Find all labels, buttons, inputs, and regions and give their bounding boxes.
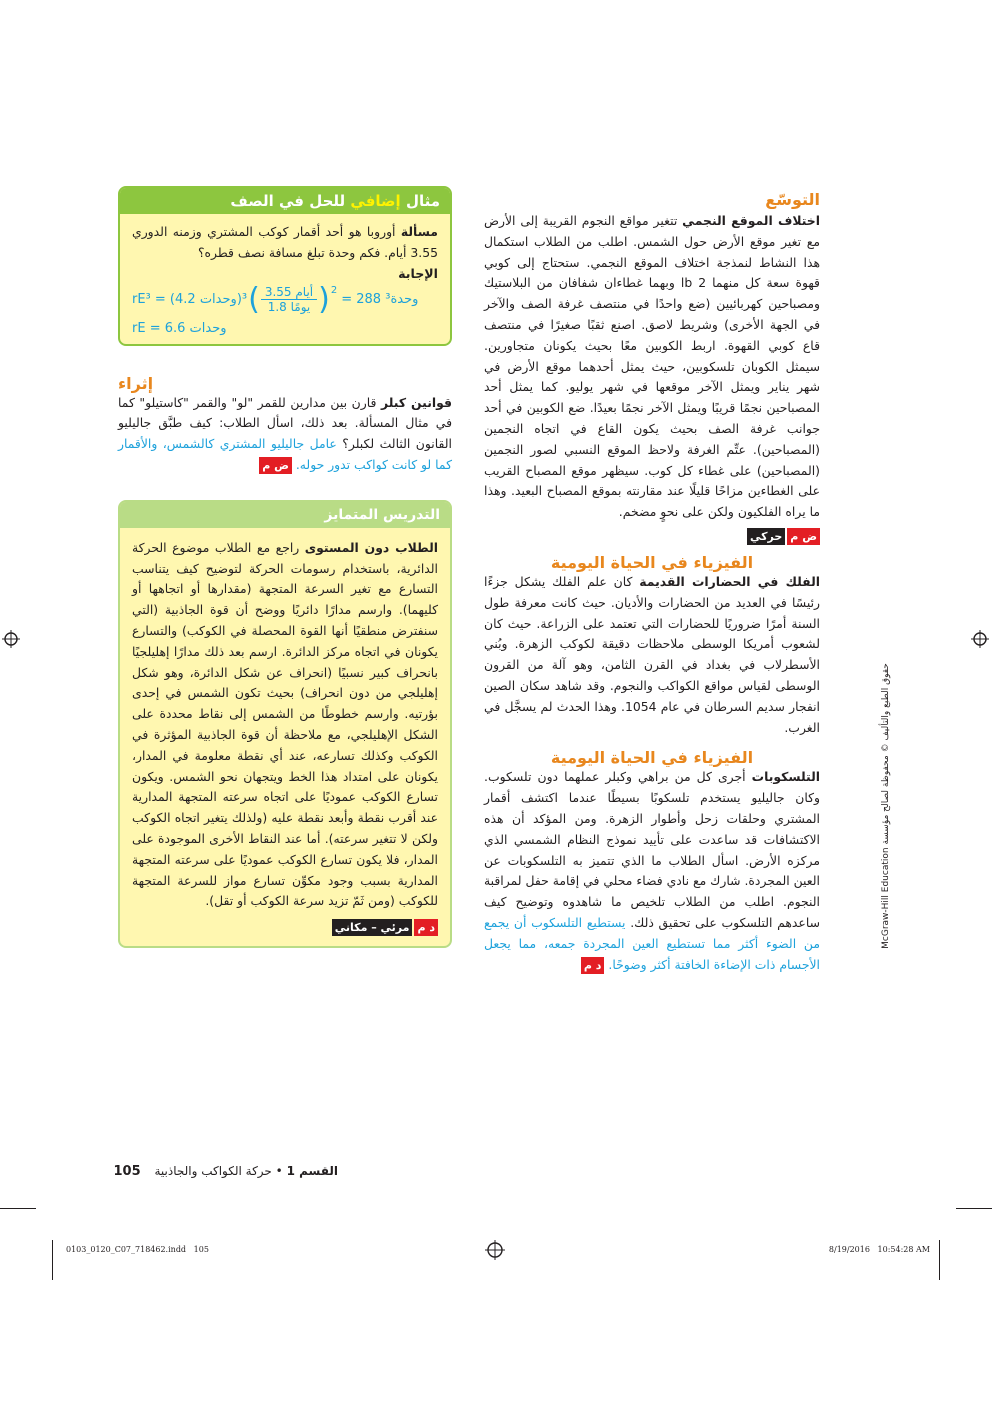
differentiated-body	[120, 528, 450, 946]
equation-exponent: 2	[330, 284, 338, 296]
example-equation-1	[132, 281, 438, 317]
enrichment-paragraph	[118, 393, 452, 476]
enrichment-heading: إثراء	[118, 373, 154, 393]
daily-physics-1	[484, 553, 820, 738]
daily-physics-paragraph	[484, 572, 820, 738]
tag-badge: د م	[414, 919, 438, 936]
daily-physics-answer: يستطيع التلسكوب أن يجمع من الضوء أكثر مما تستطيع العين المجردة جمعه، مما يجعل الأجسام ذات الإضاءة الخافتة أكثر وضوحًا.	[484, 914, 820, 972]
tag-badge: ض م	[787, 528, 820, 545]
page-footer	[113, 1164, 338, 1179]
slug-date: 8/19/2016 10:54:28 AM	[828, 1245, 930, 1254]
paren-open: (	[248, 281, 260, 317]
example-body	[120, 214, 450, 344]
tag-badge: حركي	[747, 528, 785, 545]
crop-mark	[52, 1240, 53, 1280]
extension-paragraph	[484, 211, 820, 523]
example-box	[118, 186, 452, 346]
fraction-numerator: 3.55 أيام	[261, 285, 317, 300]
paren-close: )	[318, 281, 330, 317]
daily-physics-lead: التلسكوبات	[751, 769, 820, 785]
main-column	[484, 190, 820, 975]
daily-physics-heading: الفيزياء في الحياة اليومية	[550, 552, 754, 572]
page-number: 105	[113, 1164, 141, 1179]
registration-mark-icon	[485, 1240, 505, 1260]
equation-fraction	[261, 285, 317, 314]
extension-heading: التوسّع	[765, 190, 820, 209]
footer-bullet: •	[275, 1164, 283, 1178]
daily-physics-body: كان علم الفلك يشكل جزءًا رئيسًا في العديد من الحضارات والأديان. حيث كانت معرفة طول السنة أمرًا ضروريًا للحضارات التي تعتمد على الزراعة. حيث كان لشعوب أمريكا الوسطى ملاحظات دقيقة لكوكب الزهرة. وبُني الأسطرلاب في بغداد في القرن الثامن، وهو آلة من القرون الوسطى لقياس مواقع الكواكب والنجوم. وقد شاهد سكان الصين انفجار سديم السرطان في عام 1054. وهذا الحدث لم يسجَّل في الغرب.	[484, 573, 820, 735]
daily-physics-2	[484, 748, 820, 975]
registration-mark-icon	[971, 630, 989, 648]
example-problem-lead: مسألة	[400, 224, 438, 239]
crop-mark	[0, 1208, 36, 1209]
sidebar-column	[118, 186, 452, 948]
differentiated-tags	[132, 916, 438, 936]
footer-section-title: حركة الكواكب والجاذبية	[154, 1164, 272, 1178]
equation-lhs: rE³ = (4.2 وحدات)³	[132, 292, 248, 308]
daily-physics-paragraph	[484, 767, 820, 975]
registration-mark-icon	[2, 630, 20, 648]
tag-badge: د م	[581, 957, 605, 974]
differentiated-header: التدريس المتمايز	[120, 502, 450, 528]
slug-file: 0103_0120_C07_718462.indd 105	[66, 1245, 209, 1254]
differentiated-box	[118, 500, 452, 948]
tag-badge: ض م	[259, 457, 292, 474]
footer-section-label: القسم 1	[286, 1164, 338, 1178]
equation-rhs: = 288 وحدة³	[341, 292, 419, 308]
example-problem-text: أوروبا هو أحد أقمار كوكب المشتري وزمنه الدوري 3.55 أيام. فكم وحدة تبلغ مسافة نصف قطره؟	[132, 224, 438, 260]
enrichment-section	[118, 374, 452, 476]
extension-section	[484, 190, 820, 545]
enrichment-answer: عامل جاليليو المشتري كالشمس، والأقمار كما لو كانت كواكب تدور حوله.	[118, 436, 452, 472]
daily-physics-lead: الفلك في الحضارات القديمة	[639, 573, 820, 589]
tag-badge: مرئي – مكاني	[332, 919, 413, 936]
crop-mark	[939, 1240, 940, 1280]
crop-mark	[956, 1208, 992, 1209]
copyright-note: حقوق الطبع والتأليف © محفوظة لصالح مؤسسة McGraw-Hill Education	[881, 663, 891, 949]
daily-physics-heading: الفيزياء في الحياة اليومية	[550, 748, 754, 768]
example-equation-2: rE = 6.6 وحدات	[132, 320, 227, 336]
extension-lead: اختلاف الموقع النجمي	[682, 213, 820, 228]
extension-tags	[484, 525, 820, 545]
example-answer-label: الإجابة	[398, 265, 438, 281]
example-header-highlight: إضافي	[350, 192, 401, 210]
differentiated-paragraph	[132, 538, 438, 912]
daily-physics-body: أجرى كل من براهي وكبلر عملهما دون تلسكوب. وكان جاليليو يستخدم تلسكوبًا بسيطًا عندما اكتشف أقمار المشتري وحلقات زحل وأطوار الزهرة. ومن المؤكد أن هذه الاكتشافات قد ساعدت على تأييد نموذج النظام الشمسي الذي مركزه الأرض. اسأل الطلاب ما الذي تتميز به التلسكوبات عن العين المجردة. شارك مع نادي فضاء محلي في إقامة حفل لمراقبة النجوم. اطلب من الطلاب تلخيص ما شاهدوه وتوضيح كيف ساعدهم التلسكوب على تحقيق ذلك.	[484, 769, 820, 930]
differentiated-lead: الطلاب دون المستوى	[304, 539, 438, 555]
example-header-post: للحل في الصف	[230, 192, 346, 210]
extension-body: تتغير مواقع النجوم القريبة إلى الأرض مع تغير موقع الأرض حول الشمس. اطلب من الطلاب استكمال هذا النشاط لنمذجة اختلاف الموقع النجمي. ستحتاج إلى كوبي قهوة سعة كل منهما 2 lb وبهما غطاءان شفافان من البلاستيك ومصباحين كهربائيين (ضع واحدًا في منتصف غرفة الصف والآخر في الجهة الأخرى) وشريط لاصق. اصنع ثقبًا صغيرًا في منتصف قاع كوبي القهوة. اربط الكوبين معًا بحيث يكونان متجاورين. سيمثل الكوبان تلسكوبين، حيث يمثل أحدهما موقع الأرض في شهر يناير ويمثل الآخر موقعها في شهر يوليو. كما يمثل أحد المصباحين نجمًا قريبًا ويمثل الآخر نجمًا بعيدًا. ضع الكوبين في أحد جوانب غرفة الصف بحيث يكون القاع في اتجاه النجمين (المصباحين). عتِّم الغرفة ولاحظ الموقع النسبي لصور النجمين (المصباحين) على غطاء كل كوب. سيظهر موقع المصباح القريب على الغطاءين مزاحًا قليلًا عند مقارنته بموقع المصباح البعيد. وهذا ما يراه الفلكيون ولكن على نحوٍ مضخم.	[484, 213, 820, 520]
example-header-pre: مثال	[405, 192, 440, 210]
differentiated-text: راجع مع الطلاب موضوع الحركة الدائرية، باستخدام رسومات الحركة لتوضيح كيف يتناسب التسارع مع تغير السرعة المتجهة (مقدارها أو اتجاهها أو كليهما). وارسم مدارًا دائريًا ووضح أن قوة الجاذبية (التي سنفترض منطقيًا أنها القوة المحصلة في الكوكب) والتسارع يكونان في اتجاه مركز الدائرة. ارسم بعد ذلك مدارًا إهليلجيًا بانحراف كبير نسبيًا (انحراف عن شكل الدائرة، وهو شكل إهليلجي من دون انحراف) بحيث تكون الشمس في إحدى بؤرتيه. وارسم خطوطًا من الشمس إلى نقاط محددة على الشكل الإهليلجي، مع ملاحظة أن قوة الجاذبية المؤثرة في الكوكب وكذلك تسارعه، عند أي نقطة معلومة في المدار، يكونان على امتداد هذا الخط ويتجهان نحو الشمس. ويكون تسارع الكوكب عموديًا على اتجاه سرعته المتجهة المدارية عند أقرب نقطة وأبعد نقطة عليه (ولذلك يتغير اتجاه الكوكب ولكن لا تتغير سرعته). أما عند النقاط الأخرى الموجودة على المدار، فلا يكون تسارع الكوكب عموديًا على سرعته المتجهة المدارية بسبب وجود مكوِّن تسارع مواز للسرعة المتجهة للكوكب (ومن ثَمّ تزيد سرعة الكوكب أو تقل).	[132, 539, 438, 909]
fraction-denominator: 1.8 يومًا	[267, 300, 311, 315]
example-problem	[132, 222, 438, 264]
enrichment-body: قارن بين مدارين للقمر "لو" والقمر "كاستيلو" كما في مثال المسألة. بعد ذلك، اسأل الطلاب: كيف طبَّق جاليليو القانون الثالث لكبلر؟	[118, 394, 452, 452]
example-header	[120, 188, 450, 214]
enrichment-lead: قوانين كبلر	[381, 394, 452, 410]
